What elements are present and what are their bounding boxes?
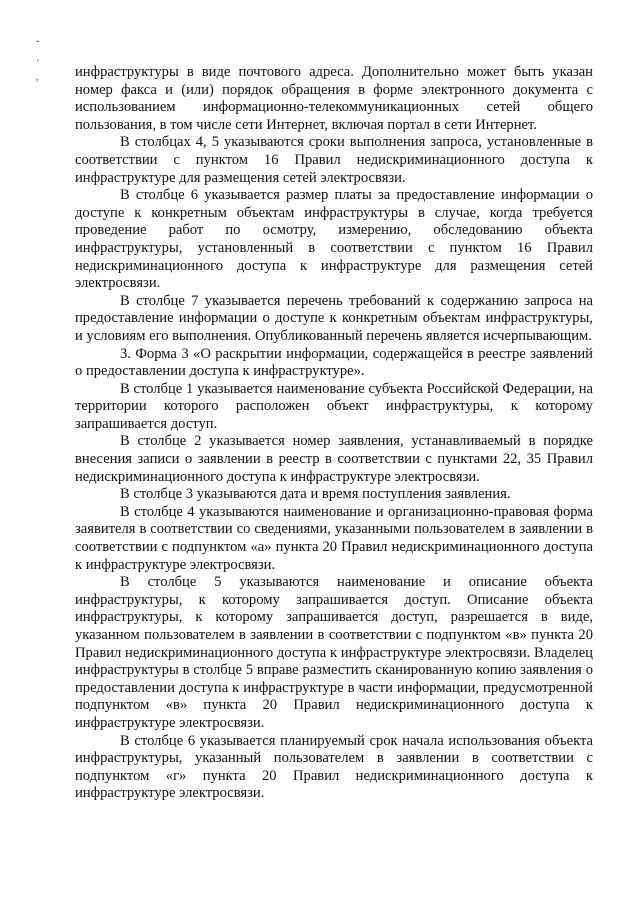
margin-marks — [36, 38, 39, 86]
paragraph: В столбце 2 указывается номер заявления, устанавливаемый в порядке внесения записи о заявлении в реестр в соответствии с пунктами 22, 35 Правил недискриминационного доступа к инфраструктуре электросвязи. — [75, 433, 593, 485]
paragraph: В столбце 1 указывается наименование субъекта Российской Федерации, на территории которого расположен объект инфраструктуры, к которому запрашивается доступ. — [75, 380, 593, 432]
paragraph: В столбце 7 указывается перечень требований к содержанию запроса на предоставление информации о доступе к конкретным объектам инфраструктуры, и условиям его выполнения. Опубликованный перечень является исчерпывающим. — [75, 292, 593, 344]
paragraph: инфраструктуры в виде почтового адреса. Дополнительно может быть указан номер факса и (или) порядок обращения в форме электронного документа с использованием информационно-телекоммуникационных сетей общего пользования, в том числе сети Интернет, включая портал в сети Интернет. — [75, 64, 593, 133]
paragraph: В столбце 4 указываются наименование и организационно-правовая форма заявителя в соответствии со сведениями, указанными пользователем в заявлении в соответствии с подпунктом «а» пункта 20 Правил недискриминационного доступа к инфраструктуре электросвязи. — [75, 503, 593, 573]
margin-mark: · — [36, 56, 40, 67]
paragraph: 3. Форма 3 «О раскрытии информации, содержащейся в реестре заявлений о предоставлении доступа к инфраструктуре». — [75, 345, 593, 380]
margin-mark: ˇ — [36, 40, 40, 51]
paragraph: В столбце 6 указывается размер платы за предоставление информации о доступе к конкретным объектам инфраструктуры в случае, когда требуется проведение работ по осмотру, измерению, обследованию объекта инфраструктуры, установленный в соответствии с пунктом 16 Правил недискриминационного доступа к инфраструктуре для размещения сетей электросвязи. — [75, 187, 593, 292]
paragraph: В столбце 6 указывается планируемый срок начала использования объекта инфраструктуры, указанный пользователем в заявлении в соответствии с подпунктом «г» пункта 20 Правил недискриминационного доступа к инфраструктуре электросвязи. — [75, 732, 593, 802]
paragraph: В столбцах 4, 5 указываются сроки выполнения запроса, установленные в соответствии с пунктом 16 Правил недискриминационного доступа к инфраструктуре для размещения сетей электросвязи. — [75, 134, 593, 186]
margin-mark: , — [36, 72, 39, 83]
paragraph: В столбце 3 указываются дата и время поступления заявления. — [120, 486, 511, 503]
document-body — [75, 64, 593, 803]
paragraph: В столбце 5 указываются наименование и описание объекта инфраструктуры, к которому запрашивается доступ. Описание объекта инфраструктуры, к которому запрашивается доступ, разрешается в виде, указанном пользователем в заявлении в соответствии с подпунктом «в» пункта 20 Правил недискриминационного доступа к инфраструктуре электросвязи. Владелец инфраструктуры в столбце 5 вправе разместить сканированную копию заявления о предоставлении доступа к инфраструктуре в части информации, предусмотренной подпунктом «в» пункта 20 Правил недискриминационного доступа к инфраструктуре электросвязи. — [75, 574, 593, 731]
